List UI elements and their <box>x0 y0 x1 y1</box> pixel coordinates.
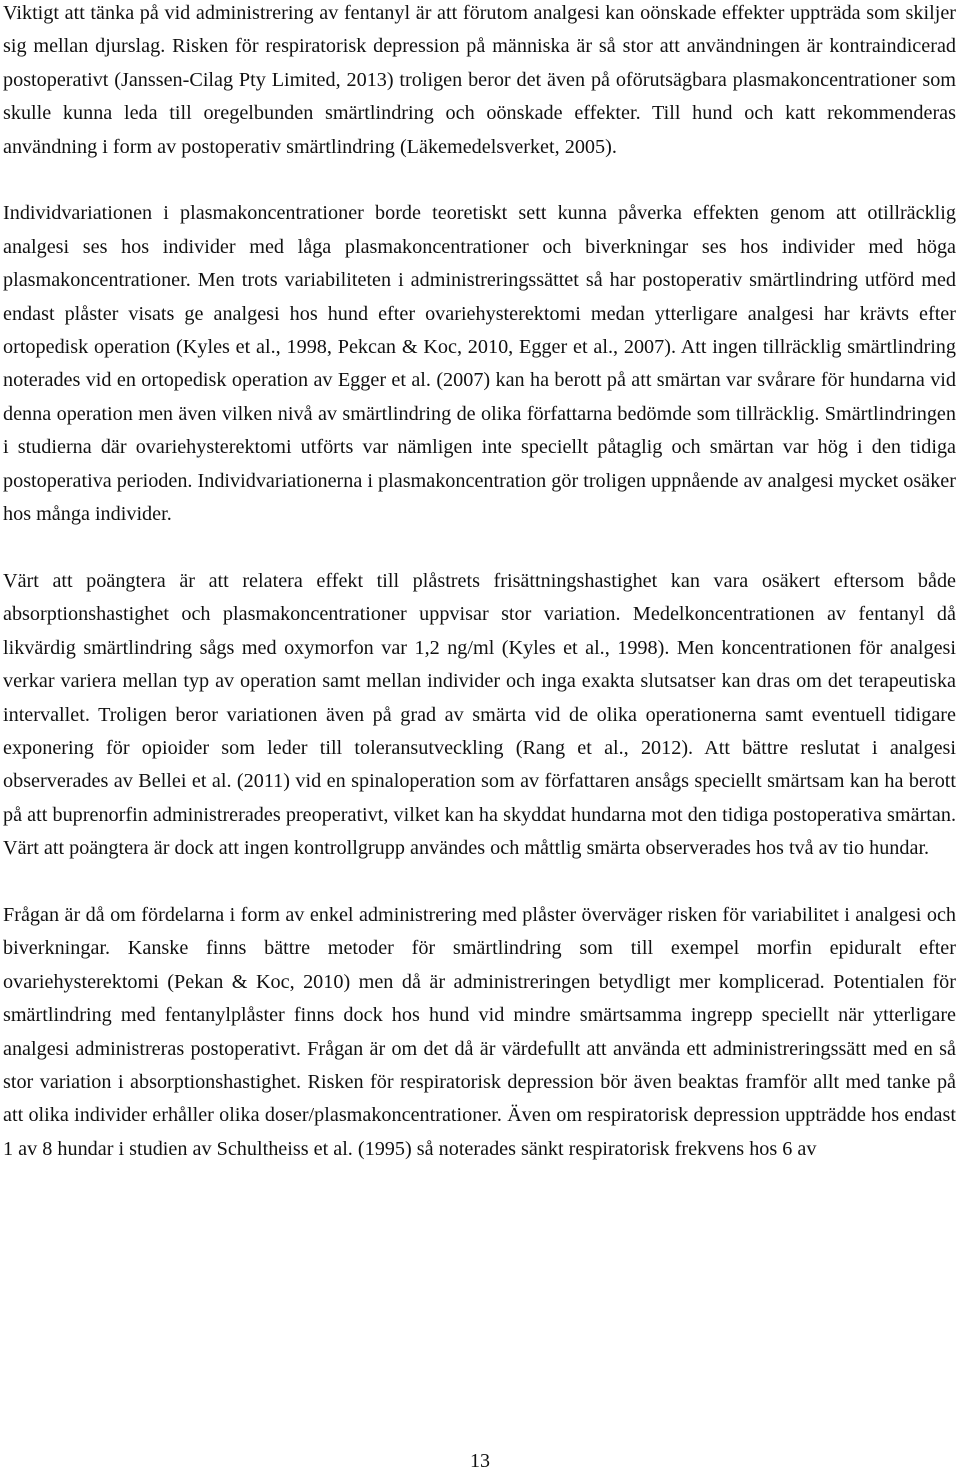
paragraph-2: Individvariationen i plasmakoncentrationer borde teoretiskt sett kunna påverka effekten genom att otillräcklig analgesi ses hos individer med låga plasmakoncentrationer och biverkningar ses hos individer med höga plasmakoncentrationer. Men trots variabiliteten i administreringssättet så har postoperativ smärtlindring utförd med endast plåster visats ge analgesi hos hund efter ovariehysterektomi medan ytterligare analgesi har krävts efter ortopedisk operation (Kyles et al., 1998, Pekcan & Koc, 2010, Egger et al., 2007). Att ingen tillräcklig smärtlindring noterades vid en ortopedisk operation av Egger et al. (2007) kan ha berott på att smärtan var svårare för hundarna vid denna operation men även vilken nivå av smärtlindring de olika författarna bedömde som tillräcklig. Smärtlindringen i studierna där ovariehysterektomi utförts var nämligen inte speciellt påtaglig och smärtan var hög i den tidiga postoperativa perioden. Individvariationerna i plasmakoncentration gör troligen uppnående av analgesi mycket osäker hos många individer. <box>3 202 956 526</box>
paragraph-3: Värt att poängtera är att relatera effekt till plåstrets frisättningshastighet kan vara osäkert eftersom både absorptionshastighet och plasmakoncentrationer uppvisar stor variation. Medelkoncentrationen av fentanyl då likvärdig smärtlindring sågs med oxymorfon var 1,2 ng/ml (Kyles et al., 1998). Men koncentrationen för analgesi verkar variera mellan typ av operation samt mellan individer och inga exakta slutsatser kan dras om det terapeutiska intervallet. Troligen beror variationen även på grad av smärta vid de olika operationerna samt eventuell tidigare exponering för opioider som leder till toleransutveckling (Rang et al., 2012). Att bättre reslutat i analgesi observerades av Bellei et al. (2011) vid en spinaloperation som av författaren ansågs speciellt smärtsam kan ha berott på att buprenorfin administrerades preoperativt, vilket kan ha skyddat hundarna mot den tidiga postoperativa smärtan. Värt att poängtera är dock att ingen kontrollgrupp användes och måttlig smärta observerades hos två av tio hundar. <box>3 569 956 860</box>
paragraph-1: Viktigt att tänka på vid administrering av fentanyl är att förutom analgesi kan oönskade effekter uppträda som skiljer sig mellan djurslag. Risken för respiratorisk depression på människa är så stor att användningen är kontraindicerad postoperativt (Janssen-Cilag Pty Limited, 2013) troligen beror det även på oförutsägbara plasmakoncentrationer som skulle kunna leda till oregelbunden smärtlindring och oönskade effekter. Till hund och katt rekommenderas användning i form av postoperativ smärtlindring (Läkemedelsverket, 2005). <box>3 2 956 158</box>
paragraph-4: Frågan är då om fördelarna i form av enkel administrering med plåster överväger risken för variabilitet i analgesi och biverkningar. Kanske finns bättre metoder för smärtlindring som till exempel morfin epiduralt efter ovariehysterektomi (Pekan & Koc, 2010) men då är administreringen betydligt mer komplicerad. Potentialen för smärtlindring med fentanylplåster finns dock hos hund vid mindre smärtsamma ingrepp speciellt när ytterligare analgesi administreras postoperativt. Frågan är om det då är värdefullt att använda ett administreringssätt med en så stor variation i absorptionshastighet. Risken för respiratorisk depression bör även beaktas framför allt med tanke på att olika individer erhåller olika doser/plasmakoncentrationer. Även om respiratorisk depression uppträdde hos endast 1 av 8 hundar i studien av Schultheiss et al. (1995) så noterades sänkt respiratorisk frekvens hos 6 av <box>3 903 956 1160</box>
body-text <box>3 0 956 1166</box>
page-number: 13 <box>470 1450 490 1472</box>
